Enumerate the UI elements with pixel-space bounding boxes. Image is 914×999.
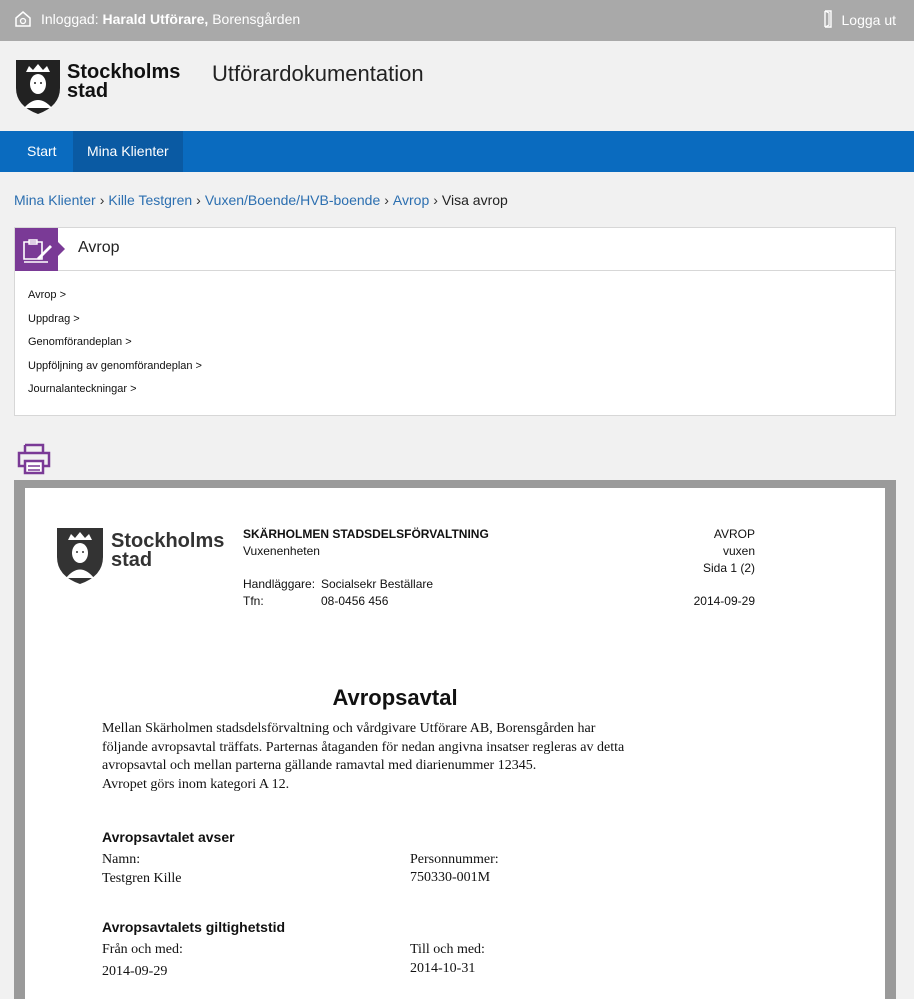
header <box>0 41 914 131</box>
to-label: Till och med: <box>410 942 485 957</box>
panel-header <box>15 228 895 271</box>
panel-icon-arrow <box>58 242 65 256</box>
chevron-right-icon: › <box>433 192 438 208</box>
stockholm-crest-logo <box>55 526 105 586</box>
panel-title: Avrop <box>78 239 120 256</box>
breadcrumb-insats[interactable]: Vuxen/Boende/HVB-boende <box>204 192 381 208</box>
document-logo-text: Stockholms stad <box>111 530 225 571</box>
top-bar <box>0 0 914 41</box>
document-unit: Vuxenenheten <box>243 544 320 558</box>
document-org: SKÄRHOLMEN STADSDELSFÖRVALTNING <box>243 527 489 541</box>
stockholm-crest-logo[interactable] <box>14 58 62 116</box>
tab-mina-klienter[interactable]: Mina Klienter <box>73 131 183 172</box>
link-avrop[interactable]: Avrop > <box>28 289 67 301</box>
tfn-value: 08-0456 456 <box>321 594 389 608</box>
logout-link[interactable] <box>822 10 896 28</box>
chevron-right-icon: › <box>99 192 105 208</box>
user-org: Borensgården <box>212 11 301 27</box>
logout-label: Logga ut <box>841 12 896 28</box>
logo-text: Stockholms stad <box>67 61 181 102</box>
document-viewer[interactable] <box>14 480 896 999</box>
logout-icon <box>822 10 834 28</box>
pnr-label: Personnummer: <box>410 852 499 867</box>
tfn-label: Tfn: <box>243 594 264 608</box>
pnr-value: 750330-001M <box>410 870 491 885</box>
panel-links <box>28 289 202 407</box>
link-genomforandeplan[interactable]: Genomförandeplan > <box>28 336 132 348</box>
document-category: vuxen <box>722 544 755 558</box>
breadcrumb-client[interactable]: Kille Testgren <box>108 192 193 208</box>
document-body: Mellan Skärholmen stadsdelsförvaltning och vårdgivare Utförare AB, Borensgården har följande avropsavtal träffats. Parternas åtaganden för nedan angivna insatser regleras av detta avropsavtal och mellan parterna gällande ramavtal med diarienummer 12345. Avropet görs inom kategori A 12. <box>102 721 625 792</box>
document-page-number: Sida 1 (2) <box>702 561 755 575</box>
document-page <box>25 488 885 999</box>
logged-in-info <box>41 11 300 27</box>
name-value: Testgren Kille <box>102 871 182 886</box>
main-nav <box>0 131 914 172</box>
login-prefix: Inloggad: <box>41 11 99 27</box>
document-type: AVROP <box>713 527 755 541</box>
link-journalanteckningar[interactable]: Journalanteckningar > <box>28 383 137 395</box>
chevron-right-icon: › <box>196 192 201 208</box>
section-avser-title: Avropsavtalet avser <box>102 829 235 845</box>
print-icon[interactable] <box>17 443 51 475</box>
document-title: Avropsavtal <box>332 685 458 710</box>
from-value: 2014-09-29 <box>102 964 168 979</box>
handlaggare-label: Handläggare: <box>243 577 316 591</box>
clipboard-pen-icon <box>15 228 58 271</box>
home-icon[interactable] <box>14 10 32 28</box>
app-title: Utförardokumentation <box>212 61 424 86</box>
to-value: 2014-10-31 <box>410 961 476 976</box>
breadcrumb-current: Visa avrop <box>441 192 508 208</box>
link-uppdrag[interactable]: Uppdrag > <box>28 312 80 325</box>
link-uppfoljning[interactable]: Uppföljning av genomförandeplan > <box>28 359 202 372</box>
section-giltighetstid-title: Avropsavtalets giltighetstid <box>102 919 286 935</box>
user-name: Harald Utförare, <box>102 11 209 27</box>
breadcrumb <box>14 192 508 208</box>
avrop-panel <box>14 227 896 416</box>
breadcrumb-mina-klienter[interactable]: Mina Klienter <box>14 192 96 208</box>
tab-start[interactable]: Start <box>27 143 57 159</box>
handlaggare-value: Socialsekr Beställare <box>321 577 434 591</box>
chevron-right-icon: › <box>384 192 389 208</box>
avrop-icon-box <box>15 228 58 271</box>
breadcrumb-avrop[interactable]: Avrop <box>392 192 430 208</box>
document-date: 2014-09-29 <box>693 594 755 608</box>
name-label: Namn: <box>102 852 141 867</box>
from-label: Från och med: <box>102 942 183 957</box>
